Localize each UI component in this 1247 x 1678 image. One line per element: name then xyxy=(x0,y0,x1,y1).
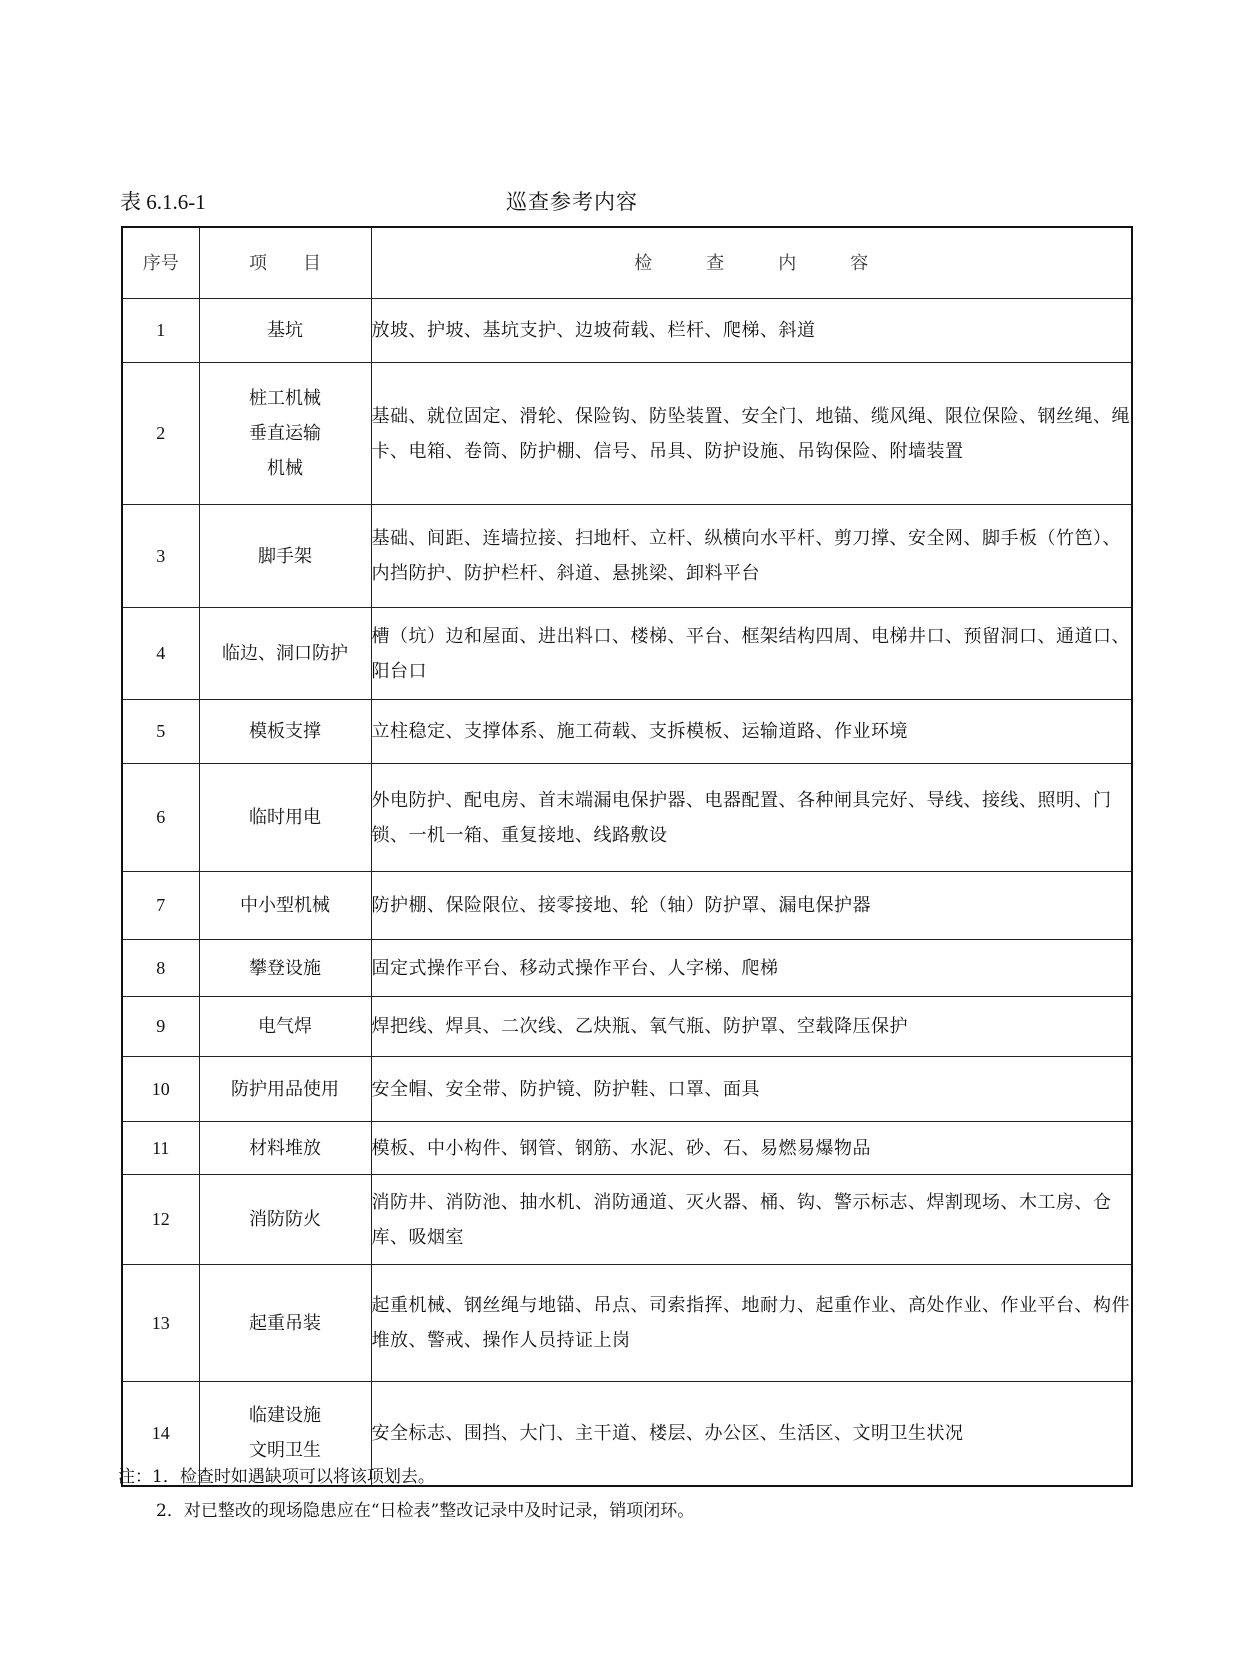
table-row xyxy=(122,1265,1132,1382)
row-item-line: 防护用品使用 xyxy=(231,1078,339,1100)
row-item xyxy=(199,608,371,700)
header-inspection-content: 检 查 内 容 xyxy=(371,227,1132,299)
row-item-line: 临建设施 xyxy=(249,1405,321,1427)
table-row xyxy=(122,940,1132,997)
row-item xyxy=(199,505,371,608)
row-item xyxy=(199,1175,371,1265)
row-item-line: 中小型机械 xyxy=(240,895,330,916)
row-number: 13 xyxy=(122,1265,199,1382)
row-number: 1 xyxy=(122,299,199,363)
table-row xyxy=(122,764,1132,872)
row-content: 立柱稳定、支撑体系、施工荷载、支拆模板、运输道路、作业环境 xyxy=(371,700,1132,764)
header-serial-number: 序号 xyxy=(122,227,199,299)
row-number: 6 xyxy=(122,764,199,872)
row-number: 4 xyxy=(122,608,199,700)
row-item-line: 文明卫生 xyxy=(249,1440,321,1462)
row-content: 固定式操作平台、移动式操作平台、人字梯、爬梯 xyxy=(371,940,1132,997)
row-item-line: 模板支撑 xyxy=(249,721,321,742)
table-row xyxy=(122,700,1132,764)
row-item xyxy=(199,872,371,940)
row-number: 10 xyxy=(122,1057,199,1122)
row-content: 焊把线、焊具、二次线、乙炔瓶、氧气瓶、防护罩、空载降压保护 xyxy=(371,997,1132,1057)
row-item xyxy=(199,1122,371,1175)
row-content: 基础、间距、连墙拉接、扫地杆、立杆、纵横向水平杆、剪刀撑、安全网、脚手板（竹笆）、内挡防护、防护栏杆、斜道、悬挑梁、卸料平台 xyxy=(371,505,1132,608)
row-item xyxy=(199,997,371,1057)
row-item-line: 消防防火 xyxy=(249,1209,321,1230)
row-item xyxy=(199,1265,371,1382)
row-item-line: 机械 xyxy=(267,458,303,479)
row-content: 外电防护、配电房、首末端漏电保护器、电器配置、各种闸具完好、导线、接线、照明、门锁、一机一箱、重复接地、线路敷设 xyxy=(371,764,1132,872)
note-line: 注：1．检查时如遇缺项可以将该项划去。 xyxy=(118,1467,435,1487)
row-content: 安全标志、围挡、大门、主干道、楼层、办公区、生活区、文明卫生状况 xyxy=(371,1382,1132,1486)
row-number: 8 xyxy=(122,940,199,997)
table-row xyxy=(122,608,1132,700)
row-item-line: 脚手架 xyxy=(258,545,312,567)
row-item-line: 垂直运输 xyxy=(249,423,321,444)
row-number: 9 xyxy=(122,997,199,1057)
row-content: 基础、就位固定、滑轮、保险钩、防坠装置、安全门、地锚、缆风绳、限位保险、钢丝绳、绳卡、电箱、卷筒、防护棚、信号、吊具、防护设施、吊钩保险、附墙装置 xyxy=(371,363,1132,505)
table-row xyxy=(122,505,1132,608)
row-item xyxy=(199,940,371,997)
row-item-line: 临边、洞口防护 xyxy=(222,643,348,664)
row-number: 12 xyxy=(122,1175,199,1265)
row-number: 3 xyxy=(122,505,199,608)
table-row xyxy=(122,1122,1132,1175)
row-item xyxy=(199,299,371,363)
table-row xyxy=(122,363,1132,505)
table-row xyxy=(122,1175,1132,1265)
table-row xyxy=(122,1057,1132,1122)
row-number: 7 xyxy=(122,872,199,940)
row-content: 消防井、消防池、抽水机、消防通道、灭火器、桶、钩、警示标志、焊割现场、木工房、仓库、吸烟室 xyxy=(371,1175,1132,1265)
row-item xyxy=(199,363,371,505)
table-row xyxy=(122,872,1132,940)
row-item-line: 起重吊装 xyxy=(249,1312,321,1334)
row-item-line: 材料堆放 xyxy=(249,1137,321,1159)
row-number: 14 xyxy=(122,1382,199,1486)
row-item-line: 临时用电 xyxy=(249,807,321,828)
row-item-line: 电气焊 xyxy=(258,1016,312,1037)
table-row xyxy=(122,997,1132,1057)
row-item xyxy=(199,1057,371,1122)
table-row xyxy=(122,299,1132,363)
row-item-line: 基坑 xyxy=(267,320,303,341)
inspection-table xyxy=(121,226,1133,1487)
row-content: 防护棚、保险限位、接零接地、轮（轴）防护罩、漏电保护器 xyxy=(371,872,1132,940)
row-item-line: 攀登设施 xyxy=(249,957,321,979)
row-content: 模板、中小构件、钢管、钢筋、水泥、砂、石、易燃易爆物品 xyxy=(371,1122,1132,1175)
row-content: 放坡、护坡、基坑支护、边坡荷载、栏杆、爬梯、斜道 xyxy=(371,299,1132,363)
table-caption xyxy=(120,186,1130,214)
note-line: 2．对已整改的现场隐患应在“日检表”整改记录中及时记录，销项闭环。 xyxy=(156,1501,695,1521)
table-notes xyxy=(118,1460,1128,1528)
table-header-row xyxy=(122,227,1132,299)
row-item-line: 桩工机械 xyxy=(249,388,321,409)
row-content: 安全帽、安全带、防护镜、防护鞋、口罩、面具 xyxy=(371,1057,1132,1122)
table-body xyxy=(122,299,1132,1486)
header-item: 项 目 xyxy=(199,227,371,299)
row-number: 5 xyxy=(122,700,199,764)
row-number: 11 xyxy=(122,1122,199,1175)
row-item xyxy=(199,764,371,872)
table-number: 表 6.1.6-1 xyxy=(120,190,206,214)
row-content: 槽（坑）边和屋面、进出料口、楼梯、平台、框架结构四周、电梯井口、预留洞口、通道口、阳台口 xyxy=(371,608,1132,700)
row-content: 起重机械、钢丝绳与地锚、吊点、司索指挥、地耐力、起重作业、高处作业、作业平台、构件堆放、警戒、操作人员持证上岗 xyxy=(371,1265,1132,1382)
table-title: 巡查参考内容 xyxy=(506,190,638,214)
row-item xyxy=(199,700,371,764)
row-number: 2 xyxy=(122,363,199,505)
